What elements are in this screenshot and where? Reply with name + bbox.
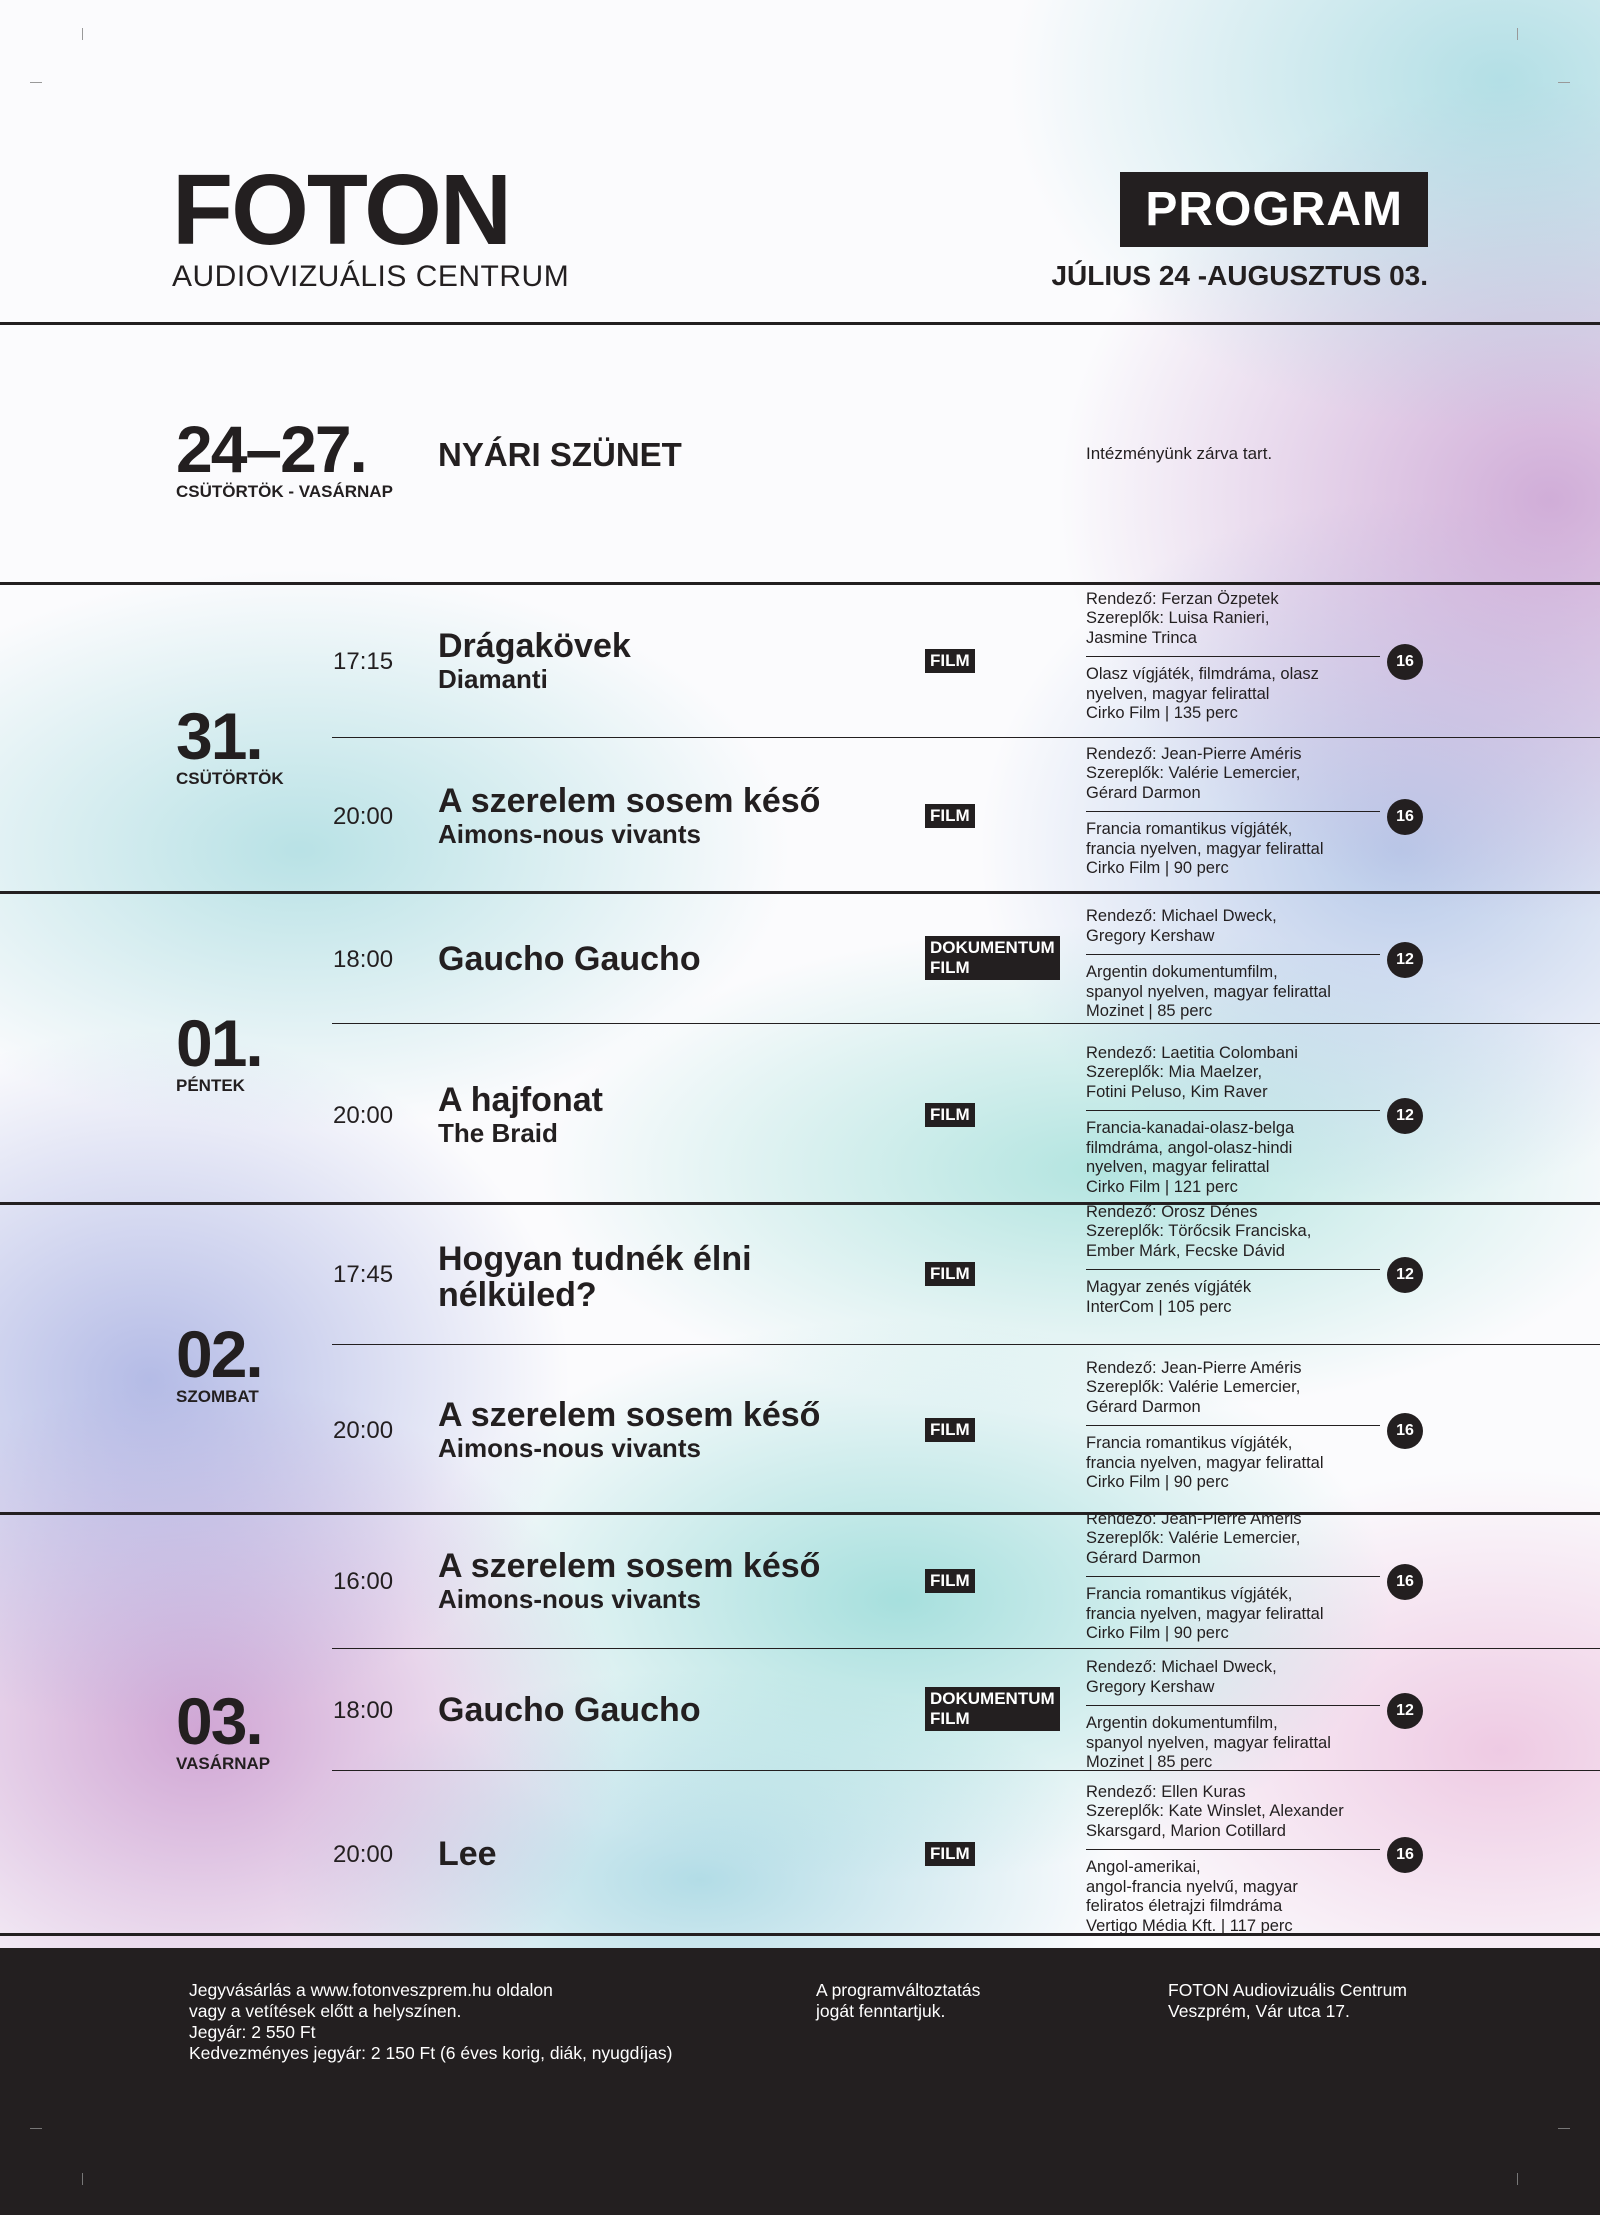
screening-title-block — [438, 1397, 820, 1463]
program-date-range: JÚLIUS 24 -AUGUSZTUS 03. — [1051, 260, 1428, 291]
detail-line: spanyol nyelven, magyar felirattal — [1086, 1733, 1331, 1752]
detail-line: Cirko Film | 90 perc — [1086, 1624, 1229, 1642]
tag-label: DOKUMENTUM — [930, 938, 1055, 957]
detail-line: nyelven, magyar felirattal — [1086, 1158, 1270, 1176]
screening-info — [1086, 907, 1386, 1022]
footer-address — [1168, 1980, 1407, 2022]
screening-type-tag — [925, 1569, 975, 1593]
screening-time: 20:00 — [333, 1102, 394, 1129]
divider — [0, 891, 1600, 894]
screening-subtitle: Aimons-nous vivants — [438, 1433, 701, 1463]
day-block — [176, 1317, 262, 1407]
footer-line: FOTON Audiovizuális Centrum — [1168, 1980, 1407, 2000]
crop-mark — [1517, 2173, 1518, 2185]
info-divider — [1086, 1705, 1380, 1706]
tag-label: FILM — [930, 1420, 970, 1439]
tag-label: FILM — [930, 806, 970, 825]
credit-line: Gérard Darmon — [1086, 1548, 1201, 1567]
foton-logo — [172, 154, 570, 294]
credit-line: Ember Márk, Fecske Dávid — [1086, 1241, 1285, 1260]
screening-time: 17:15 — [333, 648, 394, 675]
footer-notice — [816, 1980, 980, 2022]
row-divider — [332, 1770, 1600, 1771]
program-label: PROGRAM — [1120, 172, 1428, 247]
credit-line: Szereplők: Valérie Lemercier, — [1086, 1378, 1301, 1396]
age-rating-badge: 16 — [1387, 1564, 1423, 1600]
crop-mark — [1558, 82, 1570, 83]
credit-line: Fotini Peluso, Kim Raver — [1086, 1082, 1268, 1101]
day-name: CSÜTÖRTÖK - VASÁRNAP — [176, 482, 393, 501]
screening-title: A szerelem sosem késő — [438, 1396, 821, 1434]
detail-line: Francia-kanadai-olasz-belga — [1086, 1119, 1295, 1137]
detail-line: francia nyelven, magyar felirattal — [1086, 839, 1324, 858]
screening-subtitle: Diamanti — [438, 664, 548, 694]
credit-line: Rendező: Laetitia Colombani — [1086, 1043, 1298, 1062]
info-divider — [1086, 1576, 1380, 1577]
credit-line: Gérard Darmon — [1086, 1397, 1201, 1416]
info-divider — [1086, 811, 1380, 812]
crop-mark — [82, 2173, 83, 2185]
credit-line: Szereplők: Luisa Ranieri, — [1086, 609, 1270, 627]
detail-line: feliratos életrajzi filmdráma — [1086, 1897, 1283, 1915]
credit-line: Gregory Kershaw — [1086, 1677, 1215, 1696]
row-divider — [332, 737, 1600, 738]
detail-line: Magyar zenés vígjáték — [1086, 1278, 1252, 1296]
tag-label: FILM — [930, 1105, 970, 1124]
screening-subtitle: Aimons-nous vivants — [438, 819, 701, 849]
screening-info — [1086, 1510, 1386, 1644]
detail-line: Cirko Film | 90 perc — [1086, 1473, 1229, 1491]
detail-line: Vertigo Média Kft. | 117 perc — [1086, 1916, 1293, 1935]
credit-line: Rendező: Michael Dweck, — [1086, 1658, 1277, 1676]
age-rating-badge: 16 — [1387, 799, 1423, 835]
tag-label: FILM — [930, 1844, 970, 1863]
screening-type-tag — [925, 1687, 1060, 1731]
tag-label: FILM — [930, 958, 970, 977]
crop-mark — [82, 28, 83, 40]
detail-line: Cirko Film | 135 perc — [1086, 704, 1238, 722]
screening-title: A szerelem sosem késő — [438, 782, 821, 820]
tag-label: FILM — [930, 1571, 970, 1590]
day-name: VASÁRNAP — [176, 1754, 271, 1773]
screening-title: Drágakövek — [438, 627, 631, 665]
day-block-closed — [176, 412, 393, 502]
day-block — [176, 1684, 271, 1774]
screening-info — [1086, 745, 1386, 879]
screening-type-tag — [925, 804, 975, 828]
screening-info — [1086, 1044, 1386, 1198]
age-rating-badge: 12 — [1387, 1693, 1423, 1729]
crop-mark — [30, 82, 42, 83]
screening-type-tag — [925, 649, 975, 673]
day-block — [176, 1006, 262, 1096]
credit-line: Szereplők: Mia Maelzer, — [1086, 1063, 1263, 1081]
credit-line: Rendező: Michael Dweck, — [1086, 907, 1277, 925]
credit-line: Rendező: Ellen Kuras — [1086, 1782, 1246, 1801]
screening-title-block — [438, 941, 701, 977]
detail-line: nyelven, magyar felirattal — [1086, 684, 1270, 703]
detail-line: angol-francia nyelvű, magyar — [1086, 1877, 1298, 1896]
detail-line: francia nyelven, magyar felirattal — [1086, 1453, 1324, 1472]
credit-line: Szereplők: Törőcsik Franciska, — [1086, 1222, 1312, 1240]
screening-title-block — [438, 1241, 752, 1313]
screening-info — [1086, 1359, 1386, 1493]
screening-info — [1086, 590, 1386, 724]
footer-tickets — [189, 1980, 672, 2064]
age-rating-badge: 12 — [1387, 1098, 1423, 1134]
credit-line: Rendező: Ferzan Özpetek — [1086, 589, 1279, 608]
info-divider — [1086, 954, 1380, 955]
screening-title-block — [438, 783, 820, 849]
credit-line: Rendező: Jean-Pierre Améris — [1086, 1358, 1302, 1377]
day-name: PÉNTEK — [176, 1076, 245, 1095]
detail-line: Argentin dokumentumfilm, — [1086, 963, 1278, 981]
tag-label: FILM — [930, 651, 970, 670]
screening-time: 20:00 — [333, 803, 394, 830]
logo-word: FOTON — [172, 154, 511, 266]
footer-line: A programváltoztatás — [816, 1980, 981, 2000]
screening-title: Gaucho Gaucho — [438, 1691, 701, 1729]
screening-subtitle: Aimons-nous vivants — [438, 1584, 701, 1614]
credit-line: Gérard Darmon — [1086, 783, 1201, 802]
detail-line: spanyol nyelven, magyar felirattal — [1086, 982, 1331, 1001]
credit-line: Rendező: Jean-Pierre Améris — [1086, 744, 1302, 763]
footer-line: Jegyár: 2 550 Ft — [189, 2022, 316, 2042]
row-divider — [332, 1344, 1600, 1345]
credit-line: Szereplők: Kate Winslet, Alexander — [1086, 1802, 1344, 1820]
day-number: 02. — [176, 1317, 262, 1391]
screening-time: 16:00 — [333, 1568, 394, 1595]
detail-line: Angol-amerikai, — [1086, 1858, 1201, 1876]
age-rating-badge: 16 — [1387, 1413, 1423, 1449]
logo-subtitle: AUDIOVIZUÁLIS CENTRUM — [172, 260, 570, 293]
screening-type-tag — [925, 1842, 975, 1866]
screening-title-block — [438, 1836, 497, 1872]
detail-line: Cirko Film | 121 perc — [1086, 1177, 1238, 1196]
credit-line: Szereplők: Valérie Lemercier, — [1086, 764, 1301, 782]
credit-line: Rendező: Orosz Dénes — [1086, 1202, 1258, 1221]
footer-line: Jegyvásárlás a www.fotonveszprem.hu oldalon — [189, 1980, 553, 2000]
footer-line: jogát fenntartjuk. — [816, 2001, 946, 2021]
divider — [0, 322, 1600, 325]
row-divider — [332, 1023, 1600, 1024]
credit-line: Szereplők: Valérie Lemercier, — [1086, 1529, 1301, 1547]
footer-line: Veszprém, Vár utca 17. — [1168, 2001, 1350, 2021]
credit-line: Jasmine Trinca — [1086, 628, 1197, 647]
row-divider — [332, 1648, 1600, 1649]
footer-line: Kedvezményes jegyár: 2 150 Ft (6 éves korig, diák, nyugdíjas) — [189, 2043, 673, 2063]
screening-time: 18:00 — [333, 946, 394, 973]
screening-info — [1086, 1203, 1386, 1318]
credit-line: Rendező: Jean-Pierre Améris — [1086, 1509, 1302, 1528]
tag-label: FILM — [930, 1264, 970, 1283]
detail-line: Francia romantikus vígjáték, — [1086, 820, 1293, 838]
screening-title: Lee — [438, 1835, 497, 1873]
day-number: 03. — [176, 1684, 262, 1758]
credit-line: Gregory Kershaw — [1086, 926, 1215, 945]
screening-subtitle: nélküled? — [438, 1276, 597, 1314]
screening-subtitle: The Braid — [438, 1118, 558, 1148]
day-name: CSÜTÖRTÖK — [176, 769, 284, 788]
day-block — [176, 699, 284, 789]
screening-title: Hogyan tudnék élni — [438, 1240, 752, 1278]
divider — [0, 582, 1600, 585]
closed-note: Intézményünk zárva tart. — [1086, 444, 1273, 463]
screening-time: 20:00 — [333, 1417, 394, 1444]
day-number: 01. — [176, 1006, 262, 1080]
crop-mark — [30, 2128, 42, 2129]
screening-type-tag — [925, 1262, 975, 1286]
detail-line: Argentin dokumentumfilm, — [1086, 1714, 1278, 1732]
day-name: SZOMBAT — [176, 1387, 259, 1406]
screening-title: Gaucho Gaucho — [438, 940, 701, 978]
info-divider — [1086, 1425, 1380, 1426]
screening-title: A hajfonat — [438, 1081, 603, 1119]
screening-type-tag — [925, 936, 1060, 980]
detail-line: Francia romantikus vígjáték, — [1086, 1585, 1293, 1603]
screening-title: A szerelem sosem késő — [438, 1547, 821, 1585]
detail-line: filmdráma, angol-olasz-hindi — [1086, 1138, 1293, 1157]
tag-label: DOKUMENTUM — [930, 1689, 1055, 1708]
credit-line: Skarsgard, Marion Cotillard — [1086, 1821, 1286, 1840]
screening-time: 17:45 — [333, 1261, 394, 1288]
closed-title: NYÁRI SZÜNET — [438, 436, 682, 473]
screening-title-block — [438, 1548, 820, 1614]
age-rating-badge: 16 — [1387, 1837, 1423, 1873]
screening-time: 18:00 — [333, 1697, 394, 1724]
screening-time: 20:00 — [333, 1841, 394, 1868]
detail-line: Francia romantikus vígjáték, — [1086, 1434, 1293, 1452]
crop-mark — [1558, 2128, 1570, 2129]
crop-mark — [1517, 28, 1518, 40]
detail-line: Mozinet | 85 perc — [1086, 1753, 1213, 1771]
screening-title-block — [438, 628, 631, 694]
detail-line: Mozinet | 85 perc — [1086, 1002, 1213, 1020]
screening-title-block — [438, 1082, 603, 1148]
info-divider — [1086, 1110, 1380, 1111]
footer — [0, 1948, 1600, 2215]
screening-type-tag — [925, 1103, 975, 1127]
detail-line: francia nyelven, magyar felirattal — [1086, 1604, 1324, 1623]
tag-label: FILM — [930, 1709, 970, 1728]
screening-info — [1086, 1783, 1386, 1937]
day-number: 24–27. — [176, 412, 366, 486]
age-rating-badge: 12 — [1387, 1257, 1423, 1293]
screening-info — [1086, 1658, 1386, 1773]
detail-line: Olasz vígjáték, filmdráma, olasz — [1086, 665, 1319, 683]
day-number: 31. — [176, 699, 262, 773]
info-divider — [1086, 656, 1380, 657]
age-rating-badge: 12 — [1387, 942, 1423, 978]
info-divider — [1086, 1269, 1380, 1270]
detail-line: Cirko Film | 90 perc — [1086, 859, 1229, 877]
footer-line: vagy a vetítések előtt a helyszínen. — [189, 2001, 462, 2021]
age-rating-badge: 16 — [1387, 644, 1423, 680]
screening-type-tag — [925, 1418, 975, 1442]
screening-title-block — [438, 1692, 701, 1728]
info-divider — [1086, 1849, 1380, 1850]
detail-line: InterCom | 105 perc — [1086, 1297, 1232, 1316]
